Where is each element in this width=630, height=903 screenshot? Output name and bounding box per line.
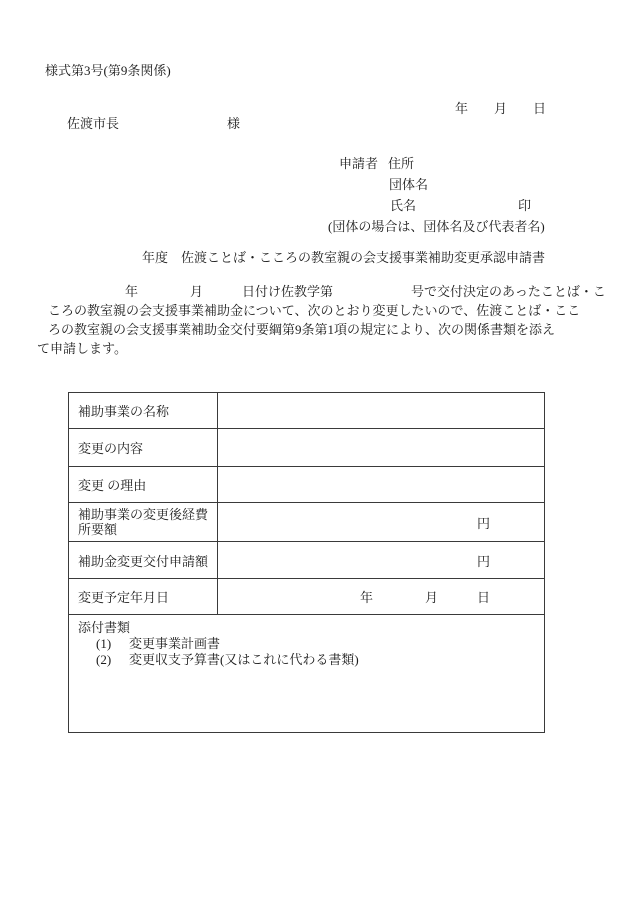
attachment-item-2-number: (2) bbox=[96, 652, 112, 667]
attachment-item-2 bbox=[78, 652, 535, 668]
attachment-item-1 bbox=[78, 636, 535, 652]
seal-mark: 印 bbox=[518, 198, 532, 213]
table-row-change-content bbox=[69, 429, 544, 467]
date-blank-line: 年 月 日 bbox=[455, 101, 547, 116]
row-label-planned-change-date: 変更予定年月日 bbox=[69, 579, 218, 614]
table-row-expense-after-change bbox=[69, 503, 544, 542]
applicant-note: (団体の場合は、団体名及び代表者名) bbox=[328, 219, 545, 234]
attachments-section bbox=[69, 615, 544, 668]
row-label-change-content: 変更の内容 bbox=[69, 429, 218, 466]
table-row-subsidy-request-amount bbox=[69, 542, 544, 579]
row-value-planned-change-date: 年 月 日 bbox=[360, 590, 491, 605]
row-label-project-name: 補助事業の名称 bbox=[69, 393, 218, 428]
form-number: 様式第3号(第9条関係) bbox=[45, 63, 171, 78]
attachment-item-1-text: 変更事業計画書 bbox=[129, 636, 221, 651]
row-label-expense-after-change: 補助事業の変更後経費所要額 bbox=[69, 503, 218, 541]
row-value-project-name bbox=[218, 393, 544, 428]
body-line-2: ころの教室親の会支援事業補助金について、次のとおり変更したいので、佐渡ことば・ここ bbox=[48, 303, 581, 318]
row-value-change-content bbox=[218, 429, 544, 466]
document-title: 年度 佐渡ことば・こころの教室親の会支援事業補助変更承認申請書 bbox=[142, 250, 546, 265]
attachment-item-2-text: 変更収支予算書(又はこれに代わる書類) bbox=[129, 652, 359, 667]
row-value-expense-after-change: 円 bbox=[476, 515, 490, 531]
table-row-project-name bbox=[69, 393, 544, 429]
table-row-attachments bbox=[69, 615, 544, 732]
table-row-change-reason bbox=[69, 467, 544, 503]
applicant-label: 申請者 bbox=[339, 156, 379, 171]
row-label-subsidy-request-amount: 補助金変更交付申請額 bbox=[69, 542, 218, 578]
attachments-header: 添付書類 bbox=[78, 620, 131, 635]
recipient-honorific: 様 bbox=[227, 116, 241, 131]
row-value-change-reason bbox=[218, 467, 544, 502]
applicant-address-label: 住所 bbox=[388, 156, 415, 171]
application-table bbox=[68, 392, 545, 733]
body-line-3: ろの教室親の会支援事業補助金交付要綱第9条第1項の規定により、次の関係書類を添え bbox=[48, 322, 556, 337]
row-value-subsidy-request-amount: 円 bbox=[476, 553, 490, 569]
table-row-planned-change-date bbox=[69, 579, 544, 615]
row-label-change-reason: 変更 の理由 bbox=[69, 467, 218, 502]
body-line-4: て申請します。 bbox=[37, 341, 127, 356]
body-line-1: 年 月 日付け佐教学第 号で交付決定のあったことば・こ bbox=[125, 284, 606, 299]
recipient-name: 佐渡市長 bbox=[67, 116, 120, 131]
attachment-item-1-number: (1) bbox=[96, 636, 112, 651]
applicant-name-label: 氏名 bbox=[390, 198, 417, 213]
applicant-org-label: 団体名 bbox=[389, 177, 429, 192]
